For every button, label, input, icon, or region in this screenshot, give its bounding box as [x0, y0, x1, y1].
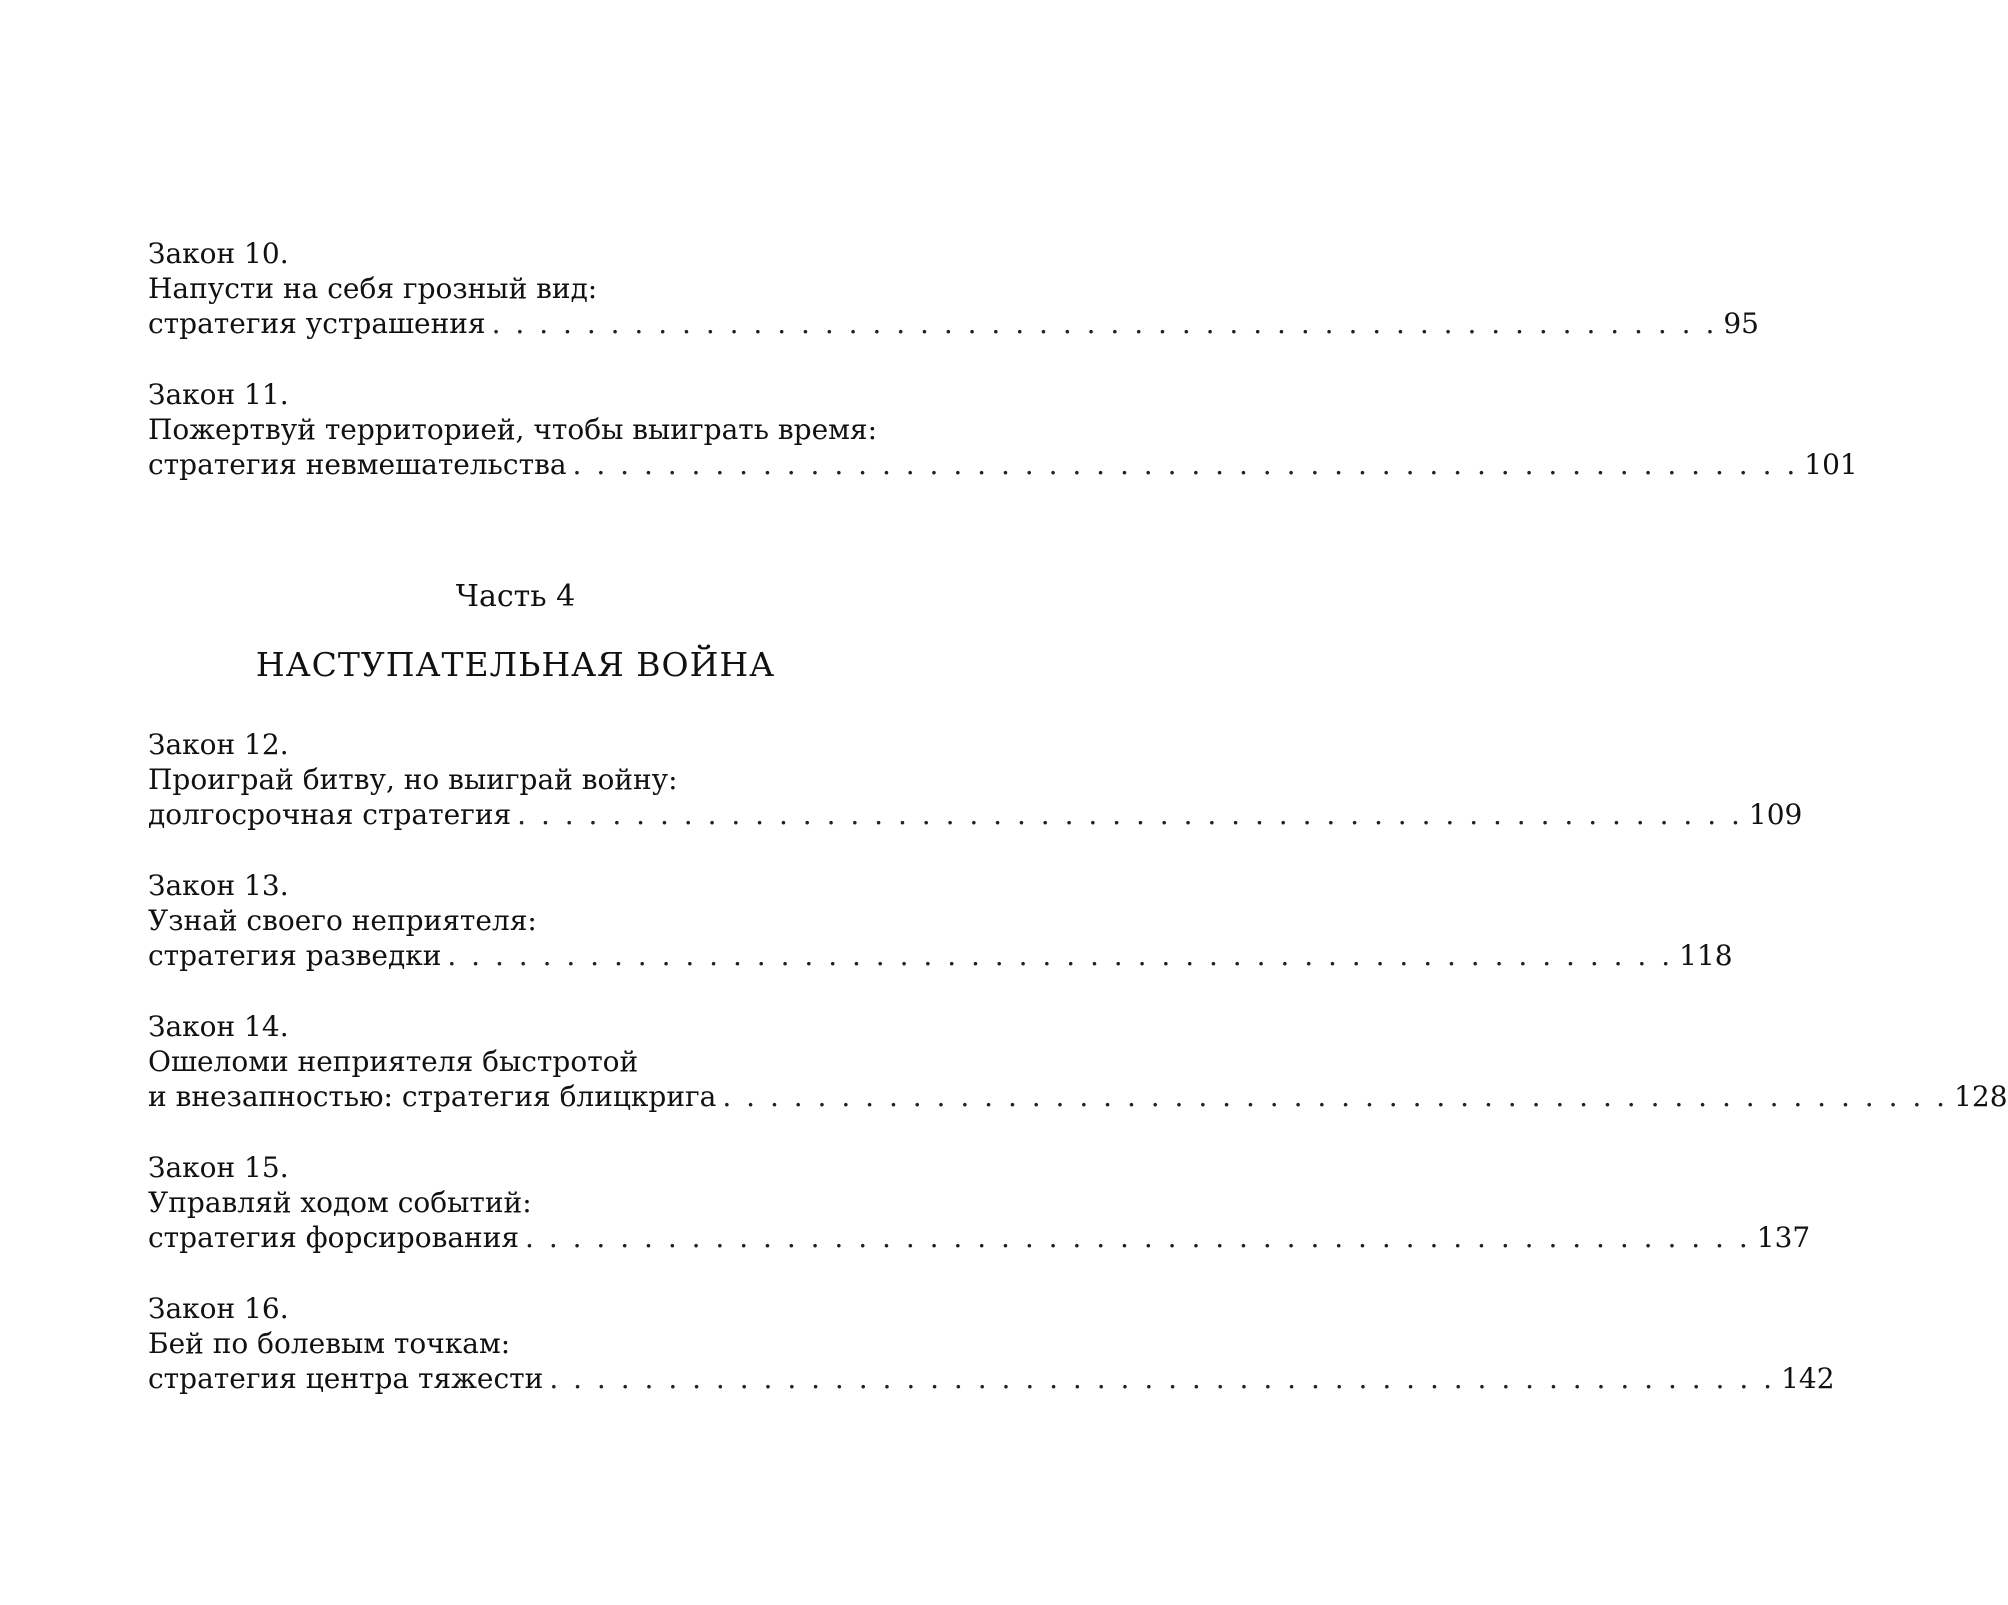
law-title: Проиграй битву, но выиграй войну: [148, 763, 678, 796]
toc-entry-last-line [148, 1079, 2008, 1114]
toc-entry-law-12 [148, 727, 1803, 832]
dot-leader: . . . . . . . . . . . . . . . . . . . . . . . . . . . . . . . . . . . . . . . . . . . . . . . . . . . . [572, 448, 1799, 481]
toc-entry-law-10 [148, 236, 1759, 341]
toc-page [148, 236, 2008, 1396]
law-number: Закон 14. [148, 1010, 289, 1043]
toc-entry-last-line [148, 1361, 1835, 1396]
law-title: Бей по болевым точкам: [148, 1327, 511, 1360]
page-number: 109 [1748, 798, 1803, 831]
law-subtitle: долгосрочная стратегия [148, 798, 512, 831]
dot-leader: . . . . . . . . . . . . . . . . . . . . . . . . . . . . . . . . . . . . . . . . . . . . . . . . . . . . [722, 1080, 1949, 1113]
law-subtitle: и внезапностью: стратегия блицкрига [148, 1080, 717, 1113]
law-title: Управляй ходом событий: [148, 1186, 532, 1219]
part-title: НАСТУПАТЕЛЬНАЯ ВОЙНА [255, 645, 776, 684]
law-subtitle: стратегия устрашения [148, 307, 486, 340]
dot-leader: . . . . . . . . . . . . . . . . . . . . . . . . . . . . . . . . . . . . . . . . . . . . . . . . . . . . [447, 939, 1674, 972]
page-number: 142 [1781, 1362, 1835, 1395]
page-number: 137 [1756, 1221, 1811, 1254]
toc-entry-last-line [148, 797, 1803, 832]
dot-leader: . . . . . . . . . . . . . . . . . . . . . . . . . . . . . . . . . . . . . . . . . . . . . . . . . . . . [525, 1221, 1751, 1254]
part-label: Часть 4 [455, 579, 576, 614]
law-title: Ошеломи неприятеля быстротой [148, 1045, 639, 1078]
law-subtitle: стратегия форсирования [148, 1221, 520, 1254]
dot-leader: . . . . . . . . . . . . . . . . . . . . . . . . . . . . . . . . . . . . . . . . . . . . . . . . . . . . [517, 798, 1743, 831]
page-number: 95 [1723, 307, 1759, 340]
page-number: 118 [1679, 939, 1733, 972]
law-number: Закон 16. [148, 1292, 289, 1325]
law-number: Закон 10. [148, 237, 289, 270]
toc-entry-last-line [148, 447, 1858, 482]
toc-entry-law-15 [148, 1150, 1811, 1255]
toc-entry-law-16 [148, 1291, 1835, 1396]
law-number: Закон 13. [148, 869, 289, 902]
law-title: Узнай своего неприятеля: [148, 904, 537, 937]
law-title: Пожертвуй территорией, чтобы выиграть время: [148, 413, 878, 446]
law-subtitle: стратегия центра тяжести [148, 1362, 544, 1395]
toc-entry-law-11 [148, 377, 1858, 482]
toc-entry-law-14 [148, 1009, 2008, 1114]
toc-entry-last-line [148, 306, 1759, 341]
law-title: Напусти на себя грозный вид: [148, 272, 598, 305]
law-number: Закон 11. [148, 378, 289, 411]
law-subtitle: стратегия разведки [148, 939, 442, 972]
toc-entry-last-line [148, 938, 1733, 973]
page-number: 101 [1804, 448, 1858, 481]
page-number: 128 [1954, 1080, 2008, 1113]
law-subtitle: стратегия невмешательства [148, 448, 567, 481]
toc-entry-last-line [148, 1220, 1811, 1255]
dot-leader: . . . . . . . . . . . . . . . . . . . . . . . . . . . . . . . . . . . . . . . . . . . . . . . . . . . . [491, 307, 1718, 340]
dot-leader: . . . . . . . . . . . . . . . . . . . . . . . . . . . . . . . . . . . . . . . . . . . . . . . . . . . . [549, 1362, 1776, 1395]
law-number: Закон 15. [148, 1151, 289, 1184]
law-number: Закон 12. [148, 728, 289, 761]
toc-entry-law-13 [148, 868, 1733, 973]
